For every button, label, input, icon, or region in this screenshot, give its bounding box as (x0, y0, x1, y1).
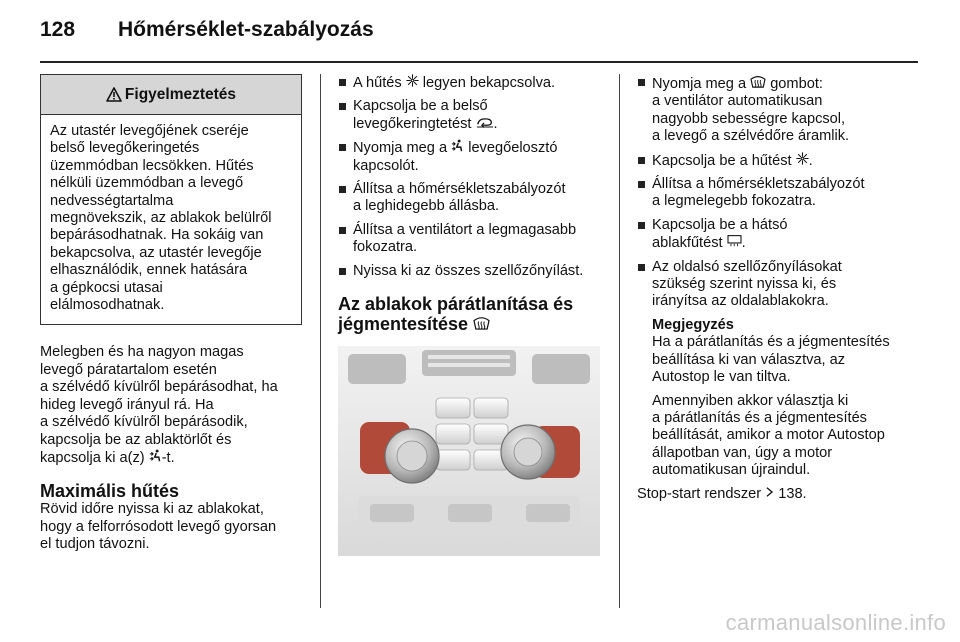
list-item (637, 217, 917, 253)
text-line: automatikusan újraindul. (652, 462, 811, 479)
text-line (338, 314, 604, 334)
list-item (338, 181, 604, 216)
text-fragment: gombot: (766, 76, 823, 92)
text-line: a leghidegebb állásba. (353, 198, 500, 215)
text-line (353, 116, 604, 133)
control-panel-illustration (338, 346, 600, 556)
text-line: bekapcsolva, az utastér levegője (50, 244, 262, 261)
note-section (637, 317, 917, 480)
windshield-defrost-icon (473, 315, 490, 330)
text-line: a ventilátor automatikusan (652, 93, 823, 110)
text-line: nélküli üzemmódban a levegő (50, 175, 244, 192)
text-line: a szélvédő kívülről bepárásodhat, ha (40, 379, 278, 396)
rear-window-heating-icon (727, 234, 742, 247)
column-3 (637, 74, 917, 503)
fog-paragraph (40, 344, 304, 467)
note-paragraph (652, 334, 917, 386)
header-divider (40, 61, 918, 63)
text-line: irányítsa az oldalablakokra. (652, 293, 829, 310)
text-line: Állítsa a hőmérsékletszabályozót (353, 181, 566, 198)
text-fragment: Stop-start rendszer (637, 485, 766, 502)
text-line: üzemmódban lecsökken. Hűtés (50, 157, 254, 174)
page-reference-icon (765, 486, 774, 498)
text-line: nagyobb sebességre kapcsol, (652, 110, 846, 127)
section-heading-max-cooling: Maximális hűtés (40, 481, 180, 502)
text-fragment: . (493, 115, 498, 132)
warning-title: Figyelmeztetés (124, 85, 237, 103)
text-line: a levegő a szélvédőre áramlik. (652, 128, 850, 145)
text-line: bepárásodhatnak. Ha sokáig van (50, 227, 264, 244)
climate-control-panel-photo (338, 346, 600, 556)
text-line: a szélvédő kívülről bepárásodik, (40, 414, 248, 431)
windshield-defrost-icon (750, 74, 766, 88)
text-fragment: jégmentesítése (338, 314, 469, 335)
text-fragment: Nyomja meg a (652, 76, 751, 92)
text-line: állapotban van, úgy a motor (652, 444, 833, 461)
text-fragment: . (808, 152, 813, 169)
text-line: Az oldalsó szellőzőnyílásokat (652, 258, 842, 275)
page-header (40, 18, 374, 48)
text-line: Állítsa a hőmérsékletszabályozót (652, 176, 865, 193)
warning-triangle-icon (106, 87, 122, 102)
text-line: kapcsolót. (353, 157, 419, 174)
column-2 (338, 74, 604, 556)
text-line: szükség szerint nyissa ki, és (652, 276, 837, 293)
air-recirculation-icon (476, 117, 494, 128)
cross-reference[interactable] (637, 486, 917, 503)
text-line: beállítása ki van választva, az (652, 351, 846, 368)
text-fragment: 138. (774, 485, 807, 502)
text-fragment: Kapcsolja be a hűtést (652, 152, 796, 169)
text-fragment: legyen bekapcsolva. (418, 75, 556, 91)
text-line: nedvességtartalma (50, 192, 174, 209)
text-line (40, 449, 304, 467)
warning-text (41, 115, 301, 324)
list-item (637, 74, 917, 146)
text-line: levegő páratartalom esetén (40, 361, 217, 378)
text-line: Autostop le van tiltva. (652, 369, 791, 386)
text-line: fokozatra. (353, 239, 418, 256)
text-fragment: levegőelosztó (464, 140, 558, 157)
text-line: Az ablakok párátlanítása és (338, 294, 574, 315)
cooling-steps-list (338, 74, 604, 280)
column-divider (320, 74, 321, 608)
text-line: Nyissa ki az összes szellőzőnyílást. (353, 262, 584, 279)
note-title: Megjegyzés (652, 316, 734, 333)
text-fragment: -t. (161, 449, 175, 466)
cooling-fan-icon (796, 152, 809, 165)
list-item (338, 98, 604, 133)
text-line: belső levegőkeringetés (50, 140, 200, 157)
text-line (652, 234, 917, 252)
text-line (652, 74, 917, 93)
text-line: kapcsolja be az ablaktörlőt és (40, 431, 232, 448)
page-number: 128 (40, 18, 76, 41)
text-line: a gépkocsi utasai (50, 279, 163, 296)
text-fragment: . (741, 235, 746, 252)
text-fragment: levegőkeringtetést (353, 115, 476, 132)
text-line: hogy a felforrósodott levegő gyorsan (40, 518, 277, 535)
warning-box (40, 74, 302, 325)
text-line: hideg levegő irányul rá. Ha (40, 396, 214, 413)
text-line: beállítását, amikor a motor Autostop (652, 427, 885, 444)
page-title: Hőmérséklet-szabályozás (118, 18, 374, 41)
list-item (338, 263, 604, 280)
text-fragment: A hűtés (353, 75, 406, 91)
note-paragraph (652, 393, 917, 480)
text-line: Az utastér levegőjének cseréje (50, 123, 249, 139)
text-fragment: ablakfűtést (652, 235, 727, 252)
list-item (338, 222, 604, 257)
text-line: elhasználódik, ennek hatására (50, 262, 248, 279)
text-line: a párátlanítás és a jégmentesítés (652, 409, 867, 426)
text-line: megnövekszik, az ablakok belülről (50, 210, 272, 227)
defog-steps-list (637, 74, 917, 311)
text-line: Melegben és ha nagyon magas (40, 344, 244, 361)
text-line: el tudjon távozni. (40, 536, 150, 553)
text-line: Kapcsolja be a hátsó (652, 216, 788, 233)
text-line: Ha a párátlanítás és a jégmentesítés (652, 334, 890, 351)
list-item (637, 152, 917, 170)
text-line: a legmelegebb fokozatra. (652, 193, 816, 210)
text-fragment: Nyomja meg a (353, 140, 452, 157)
watermark: carmanualsonline.info (725, 610, 946, 635)
warning-header (41, 75, 301, 115)
section-heading-defog (338, 294, 604, 334)
max-cooling-paragraph (40, 501, 304, 553)
cooling-fan-icon (406, 74, 419, 87)
text-line: Amennyiben akkor választja ki (652, 392, 849, 409)
air-distribution-icon (451, 139, 464, 152)
text-fragment: kapcsolja ki a(z) (40, 449, 149, 466)
list-item (637, 176, 917, 211)
text-line: Kapcsolja be a belső (353, 98, 488, 115)
list-item (637, 259, 917, 311)
text-line (353, 139, 604, 157)
text-line: Állítsa a ventilátort a legmagasabb (353, 221, 577, 238)
air-distribution-icon (149, 449, 162, 462)
column-1 (40, 74, 304, 554)
text-line: elálmosodhatnak. (50, 297, 165, 314)
list-item (338, 139, 604, 175)
list-item (338, 74, 604, 92)
column-divider (619, 74, 620, 608)
text-line: Rövid időre nyissa ki az ablakokat, (40, 501, 264, 518)
